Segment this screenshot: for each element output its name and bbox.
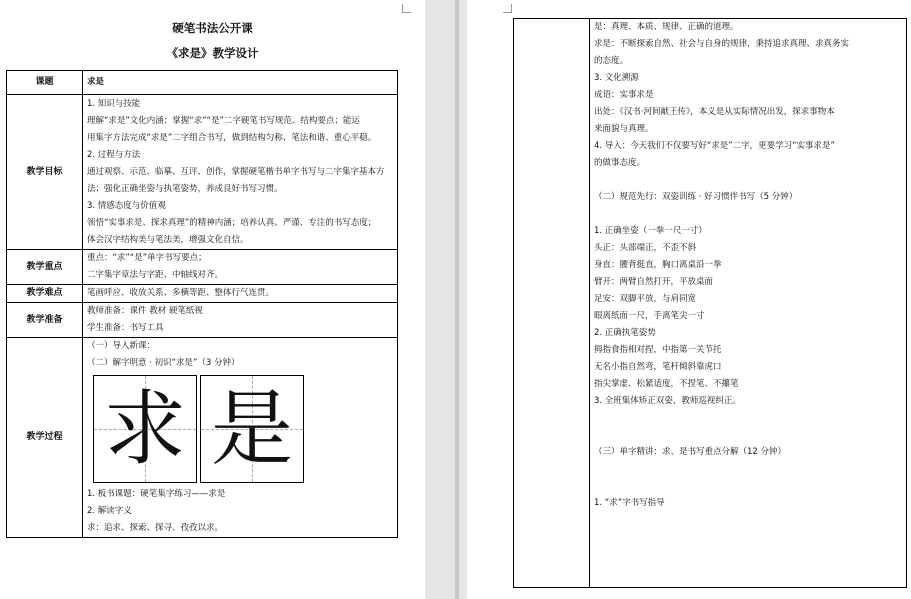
content-line: 1. 知识与技能	[87, 99, 141, 109]
page-separator	[455, 0, 459, 599]
content-line: 2. 过程与方法	[87, 150, 141, 160]
row-content	[83, 338, 398, 538]
page-gap	[425, 0, 467, 599]
character-box	[200, 375, 304, 483]
content-line: 法；强化正确坐姿与执笔姿势，养成良好书写习惯。	[87, 184, 283, 194]
content-line: 3. 情感态度与价值观	[87, 201, 166, 211]
content-line	[594, 427, 902, 444]
content-line: 用集字方法完成“求是”二字组合书写，做到结构匀称、笔法和谐、重心平稳。	[87, 133, 377, 143]
row-content	[590, 19, 907, 588]
row-label	[514, 19, 590, 588]
document-page-right	[467, 0, 911, 599]
table-row	[514, 19, 907, 588]
content-line: 身直：腰背挺直，胸口离桌沿一拳	[594, 260, 722, 270]
table-row	[7, 338, 398, 538]
table-row	[7, 71, 398, 95]
row-content	[83, 71, 398, 95]
character-box	[93, 375, 197, 483]
row-content	[83, 95, 398, 250]
content-line: （二）解字明意 · 初识“求是”（3 分钟）	[87, 358, 240, 368]
content-line	[594, 206, 902, 223]
row-label: 教学难点	[7, 285, 83, 303]
content-line: 3. 文化溯源	[594, 73, 639, 83]
character-glyph: 求	[103, 382, 186, 477]
table-row	[7, 95, 398, 250]
margin-corner-mark	[503, 4, 512, 13]
content-line: 2. 解读字义	[87, 506, 132, 516]
content-line: 3. 全班集体矫正双姿，教师巡视纠正。	[594, 396, 741, 406]
document-subtitle: 《求是》教学设计	[166, 46, 259, 60]
content-line: 通过观察、示范、临摹、互评、创作，掌握硬笔楷书单字书写与二字集字基本方	[87, 167, 385, 177]
content-line: 教师准备：课件 教材 硬笔纸视	[87, 306, 203, 316]
content-line: 1. 板书课题：硬笔集字练习——求是	[87, 489, 226, 499]
table-row	[7, 250, 398, 285]
table-row	[7, 285, 398, 303]
content-line	[594, 478, 902, 495]
lesson-plan-table-continued	[513, 18, 907, 588]
content-line: （二）规范先行：双姿训练 · 好习惯伴书写（5 分钟）	[594, 192, 798, 202]
content-line: 求是	[87, 77, 105, 87]
content-line: 1. 正确坐姿（一拳一尺一寸）	[594, 226, 707, 236]
content-line: 2. 正确执笔姿势	[594, 328, 656, 338]
row-content	[83, 285, 398, 303]
content-line: 足安：双脚平放，与肩同宽	[594, 294, 697, 304]
content-line: 指尖掌虚、松紧适度，不捏笔、不攥笔	[594, 379, 739, 389]
content-line	[594, 172, 902, 189]
content-line: 的做事态度。	[594, 158, 646, 168]
content-line: 臂开：两臂自然打开，平放桌面	[594, 277, 714, 287]
row-label: 教学过程	[7, 338, 83, 538]
content-line: 的态度。	[594, 56, 629, 66]
content-line: 是：真理、本质、规律、正确的道理。	[594, 22, 739, 32]
content-line: 求是：不断探索自然、社会与自身的规律，秉持追求真理、求真务实	[594, 39, 850, 49]
content-line: 来面貌与真理。	[594, 124, 654, 134]
row-content	[83, 250, 398, 285]
lesson-plan-table	[6, 70, 398, 538]
content-line: 1. “求”字书写指导	[594, 498, 665, 508]
content-line: 出处：《汉书·河间献王传》，本义是从实际情况出发，探求事物本	[594, 107, 835, 117]
content-line: 领悟“实事求是、探求真理”的精神内涵；培养认真、严谨、专注的书写态度；	[87, 218, 377, 228]
content-line: 成语：实事求是	[594, 90, 654, 100]
row-label: 教学准备	[7, 303, 83, 338]
content-line: 4. 导入：今天我们不仅要写好“求是”二字，更要学习“实事求是”	[594, 141, 835, 151]
row-label: 教学重点	[7, 250, 83, 285]
content-line: （一）导入新课：	[87, 341, 156, 351]
table-row	[7, 303, 398, 338]
margin-corner-mark	[402, 4, 411, 13]
content-line: 求：追求、探索、探寻、孜孜以求。	[87, 523, 224, 533]
content-line: 理解“求是”文化内涵；掌握“求”“是”二字硬笔书写规范、结构要点；能运	[87, 116, 360, 126]
content-line: 无名小指自然弯，笔杆倾斜靠虎口	[594, 362, 722, 372]
content-line: 拇指食指相对捏，中指第一关节托	[594, 345, 722, 355]
content-line: 笔画呼应、收放关系、多横等距、整体行气连贯。	[87, 288, 275, 298]
row-label: 课题	[7, 71, 83, 95]
content-line	[594, 461, 902, 478]
content-line: 头正：头部端正，不歪不斜	[594, 243, 697, 253]
document-title: 硬笔书法公开课	[172, 21, 253, 35]
content-line: 二字集字章法与字距、中轴线对齐。	[87, 270, 224, 280]
character-practice-grid	[93, 375, 393, 483]
content-line: 重点：“求”“是”单字书写要点；	[87, 253, 207, 263]
content-line: 体会汉字结构美与笔法美，增强文化自信。	[87, 235, 249, 245]
content-line: 学生准备：书写工具	[87, 323, 164, 333]
content-line: （三）单字精讲：求、是书写重点分解（12 分钟）	[594, 447, 787, 457]
character-glyph: 是	[210, 382, 293, 477]
document-page-left	[0, 0, 425, 599]
row-content	[83, 303, 398, 338]
row-label: 教学目标	[7, 95, 83, 250]
content-line: 眼离纸面一尺，手离笔尖一寸	[594, 311, 705, 321]
content-line	[594, 410, 902, 427]
